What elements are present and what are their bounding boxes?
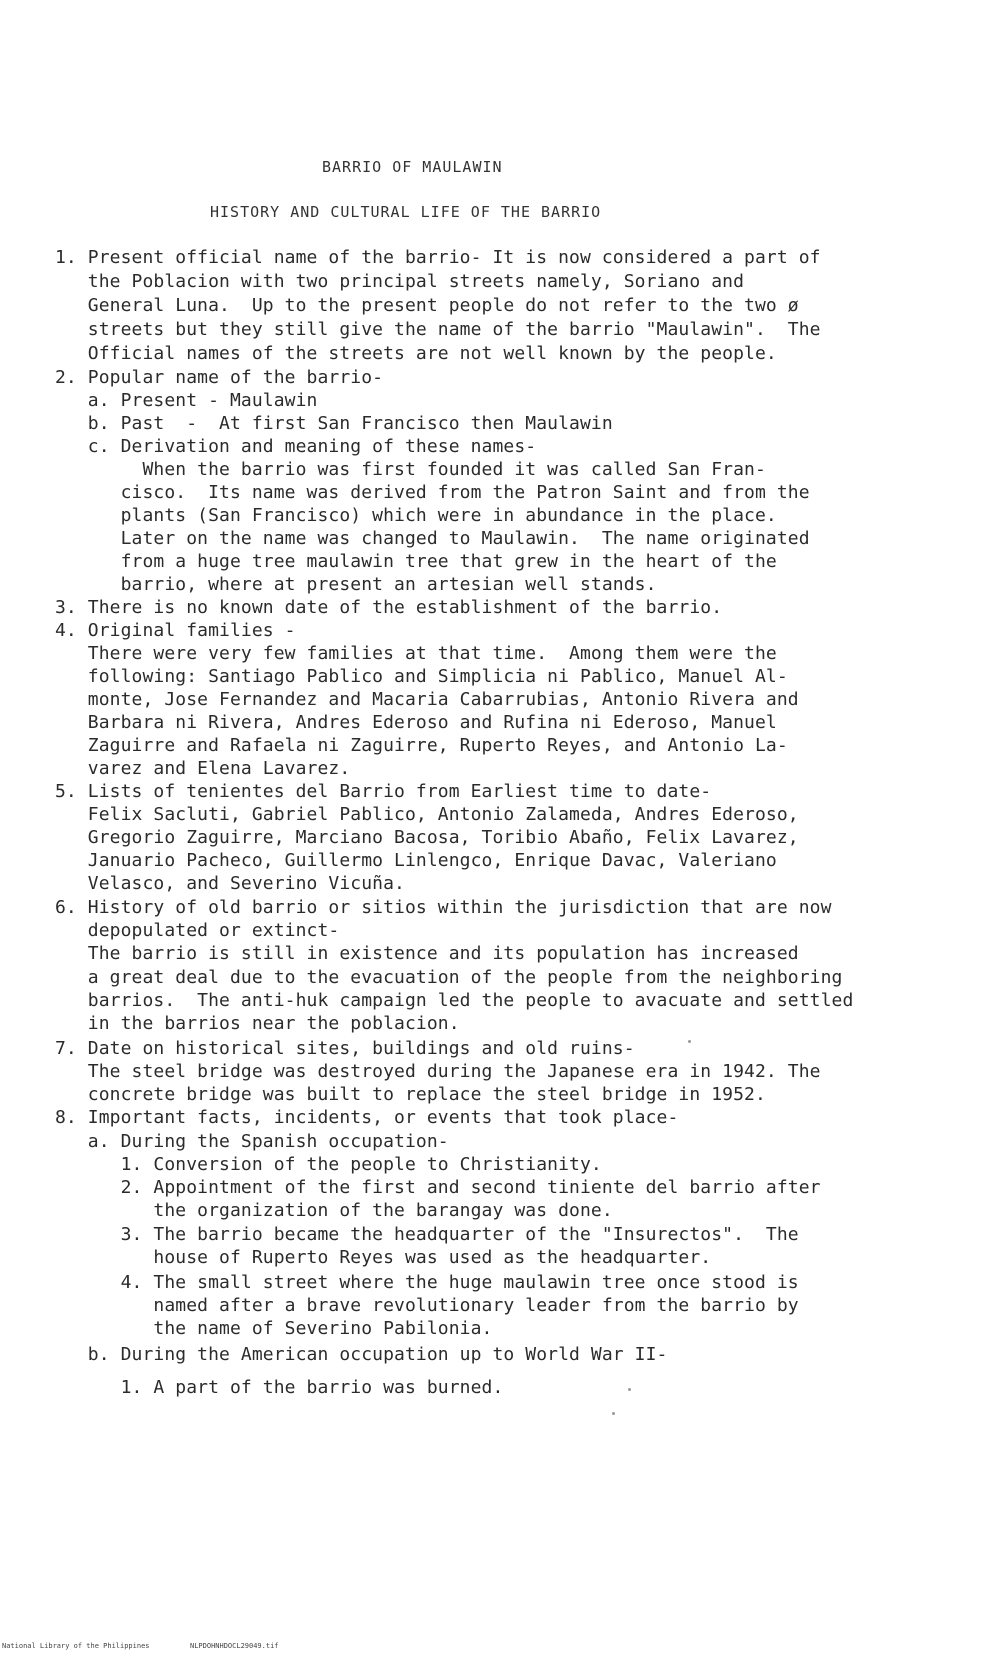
text-line: When the barrio was first founded it was called San Fran- [55,459,766,480]
footer-library: National Library of the Philippines [2,1642,150,1650]
footer-filename: NLPDOHNHDOCL29049.tif [190,1642,279,1650]
text-line: Barbara ni Rivera, Andres Ederoso and Rufina ni Ederoso, Manuel [55,712,777,733]
text-line: The steel bridge was destroyed during the Japanese era in 1942. The [55,1061,821,1082]
page-title: BARRIO OF MAULAWIN [322,158,503,176]
text-line: monte, Jose Fernandez and Macaria Cabarrubias, Antonio Rivera and [55,689,799,710]
text-line: Felix Sacluti, Gabriel Pablico, Antonio Zalameda, Andres Ederoso, [55,804,799,825]
text-line: a great deal due to the evacuation of the people from the neighboring [55,967,843,988]
text-line: Velasco, and Severino Vicuña. [55,873,405,894]
text-line: The barrio is still in existence and its population has increased [55,943,799,964]
text-line: 4. The small street where the huge maulawin tree once stood is [55,1272,799,1293]
scan-speck [612,1412,615,1415]
text-line: There were very few families at that time. Among them were the [55,643,777,664]
text-line: 2. Popular name of the barrio- [55,367,384,388]
text-line: a. Present - Maulawin [55,390,318,411]
text-line: Gregorio Zaguirre, Marciano Bacosa, Toribio Abaño, Felix Lavarez, [55,827,799,848]
text-line: following: Santiago Pablico and Simplicia ni Pablico, Manuel Al- [55,666,788,687]
text-line: 7. Date on historical sites, buildings and old ruins- [55,1038,635,1059]
text-line: b. Past - At first San Francisco then Maulawin [55,413,613,434]
text-line: b. During the American occupation up to World War II- [55,1344,668,1365]
text-line: 8. Important facts, incidents, or events that took place- [55,1107,679,1128]
text-line: c. Derivation and meaning of these names- [55,436,537,457]
text-line: Later on the name was changed to Maulawin. The name originated [55,528,810,549]
text-line: Januario Pacheco, Guillermo Linlengco, Enrique Davac, Valeriano [55,850,777,871]
text-line: in the barrios near the poblacion. [55,1013,460,1034]
scan-speck [688,1040,691,1043]
text-line: a. During the Spanish occupation- [55,1131,449,1152]
scan-speck [628,1388,631,1391]
text-line: the organization of the barangay was done. [55,1200,613,1221]
text-line: 3. There is no known date of the establishment of the barrio. [55,597,723,618]
page-subtitle: HISTORY AND CULTURAL LIFE OF THE BARRIO [210,203,602,221]
text-line: 1. Conversion of the people to Christianity. [55,1154,602,1175]
text-line: from a huge tree maulawin tree that grew in the heart of the [55,551,777,572]
text-line: concrete bridge was built to replace the steel bridge in 1952. [55,1084,766,1105]
text-line: Zaguirre and Rafaela ni Zaguirre, Ruperto Reyes, and Antonio La- [55,735,788,756]
text-line: the name of Severino Pabilonia. [55,1318,493,1339]
text-line: 1. Present official name of the barrio- It is now considered a part of [55,247,821,268]
text-line: house of Ruperto Reyes was used as the headquarter. [55,1247,712,1268]
text-line: 1. A part of the barrio was burned. [55,1377,504,1398]
text-line: 6. History of old barrio or sitios within the jurisdiction that are now [55,897,832,918]
text-line: named after a brave revolutionary leader from the barrio by [55,1295,799,1316]
text-line: varez and Elena Lavarez. [55,758,351,779]
text-line: plants (San Francisco) which were in abundance in the place. [55,505,777,526]
text-line: 5. Lists of tenientes del Barrio from Earliest time to date- [55,781,712,802]
text-line: 3. The barrio became the headquarter of the "Insurectos". The [55,1224,799,1245]
text-line: barrios. The anti-huk campaign led the people to avacuate and settled [55,990,854,1011]
text-line: Official names of the streets are not well known by the people. [55,343,777,364]
text-line: General Luna. Up to the present people do not refer to the two ø [55,295,799,316]
text-line: 4. Original families - [55,620,296,641]
text-line: barrio, where at present an artesian well stands. [55,574,657,595]
text-line: cisco. Its name was derived from the Patron Saint and from the [55,482,810,503]
text-line: 2. Appointment of the first and second tiniente del barrio after [55,1177,821,1198]
text-line: depopulated or extinct- [55,920,340,941]
text-line: the Poblacion with two principal streets namely, Soriano and [55,271,745,292]
text-line: streets but they still give the name of the barrio "Maulawin". The [55,319,821,340]
